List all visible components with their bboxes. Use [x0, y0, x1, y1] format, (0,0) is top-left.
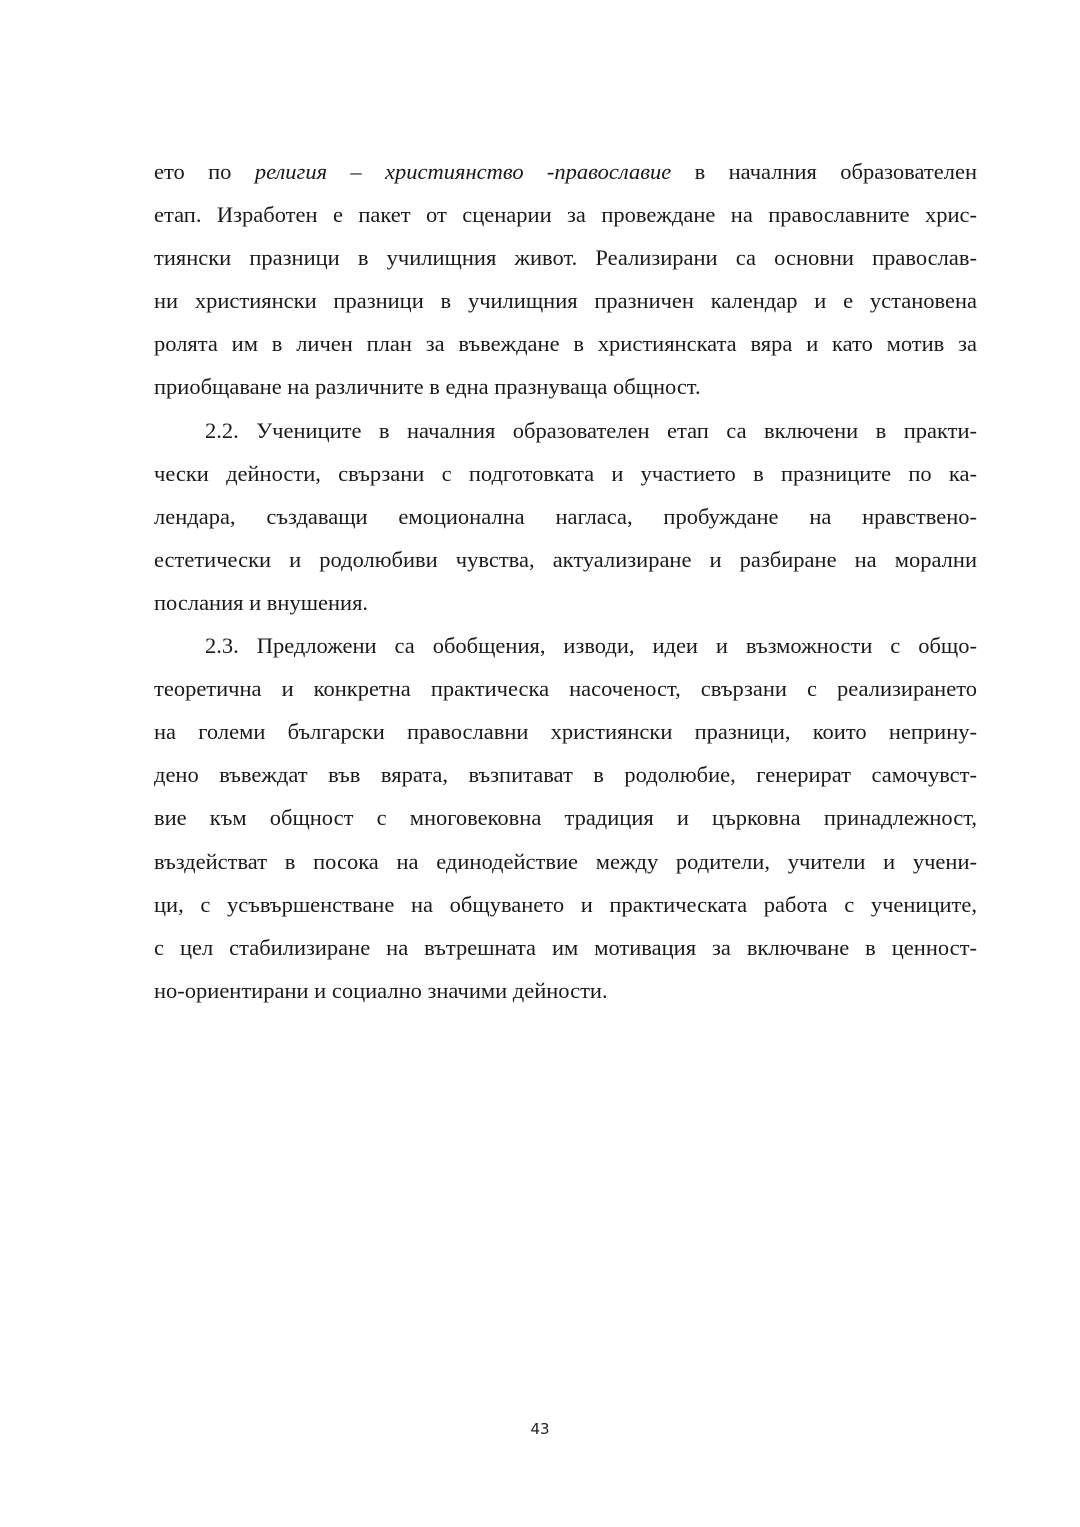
text-line: чески дейности, свързани с подготовката и участието в празниците по ка- — [154, 460, 977, 486]
text-line: приобщаване на различните в една празнуваща общност. — [154, 374, 701, 400]
text-line: с цел стабилизиране на вътрешната им мотивация за включване в ценност- — [154, 934, 977, 960]
paragraph-2-2-first-line: 2.2. Учениците в началния образователен етап са включени в практи- — [205, 417, 977, 443]
text-line: лендара, създаващи емоционална нагласа, пробуждане на нравствено- — [154, 503, 977, 529]
text-line: въздействат в посока на единодействие между родители, учители и учени- — [154, 848, 977, 874]
text-line: но-ориентирани и социално значими дейности. — [154, 977, 608, 1003]
text-run: ето по — [154, 159, 255, 184]
page-number: 43 — [530, 1420, 550, 1438]
text-line: тиянски празници в училищния живот. Реализирани са основни православ- — [154, 245, 977, 271]
text-line: естетически и родолюбиви чувства, актуализиране и разбиране на морални — [154, 546, 977, 572]
text-line: на големи български православни християнски празници, които неприну- — [154, 719, 977, 745]
text-line: ни християнски празници в училищния празничен календар и е установена — [154, 288, 977, 314]
italic-subject-term: религия – християнство -православие — [254, 159, 672, 184]
text-line: ролята им в личен план за въвеждане в християнската вяра и като мотив за — [154, 331, 977, 357]
paragraph-2-3-first-line: 2.3. Предложени са обобщения, изводи, идеи и възможности с общо- — [205, 633, 977, 659]
body-text — [154, 150, 977, 1012]
text-line: етап. Изработен е пакет от сценарии за провеждане на православните хрис- — [154, 202, 977, 228]
text-line: теоретична и конкретна практическа насоченост, свързани с реализирането — [154, 676, 977, 702]
text-line: послания и внушения. — [154, 589, 369, 615]
text-line: вие към общност с многовековна традиция и църковна принадлежност, — [154, 805, 977, 831]
text-line: дено въвеждат във вярата, възпитават в родолюбие, генерират самочувст- — [154, 762, 977, 788]
text-line — [154, 150, 977, 193]
text-run: в началния образователен — [671, 159, 977, 184]
text-line: ци, с усъвършенстване на общуването и практическата работа с учениците, — [154, 891, 977, 917]
